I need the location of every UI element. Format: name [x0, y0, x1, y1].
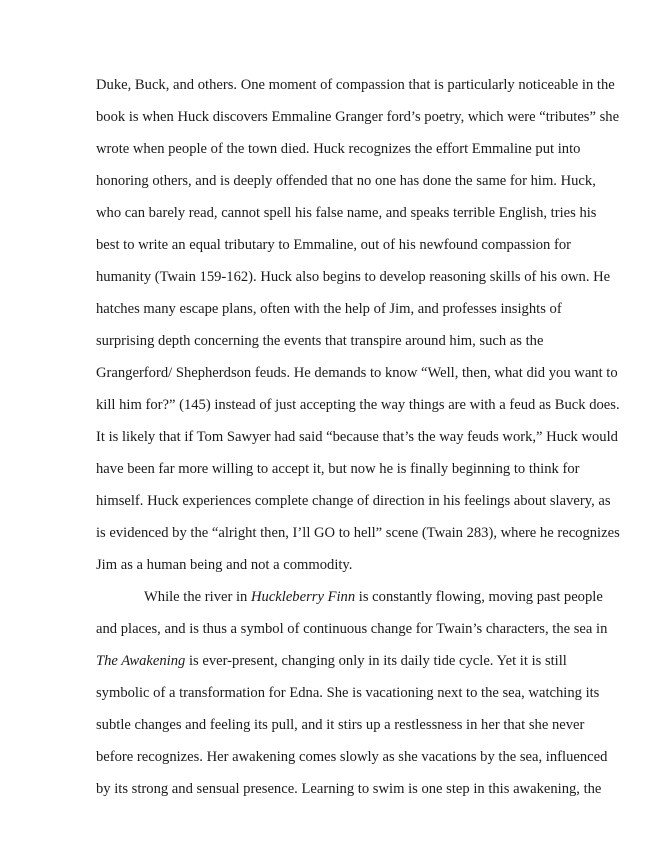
paragraph-1-line-10: Grangerford/ Shepherdson feuds. He demands to know “Well, then, what did you want to — [96, 365, 618, 381]
paragraph-2-line-1: While the river in Huckleberry Finn is constantly flowing, moving past people — [144, 589, 603, 605]
paragraph-1-line-16: Jim as a human being and not a commodity. — [96, 557, 353, 573]
paragraph-1-line-1: Duke, Buck, and others. One moment of compassion that is particularly noticeable in the — [96, 77, 615, 93]
paragraph-2-line-2: and places, and is thus a symbol of continuous change for Twain’s characters, the sea in — [96, 621, 608, 637]
paragraph-1-line-7: humanity (Twain 159-162). Huck also begins to develop reasoning skills of his own. He — [96, 269, 611, 285]
paragraph-1-line-15: is evidenced by the “alright then, I’ll GO to hell” scene (Twain 283), where he recognizes — [96, 525, 620, 541]
paragraph-1-line-8: hatches many escape plans, often with the help of Jim, and professes insights of — [96, 301, 562, 317]
paragraph-2-line-4: symbolic of a transformation for Edna. She is vacationing next to the sea, watching its — [96, 685, 600, 701]
paragraph-2-line-7: by its strong and sensual presence. Learning to swim is one step in this awakening, the — [96, 781, 602, 797]
paragraph-2-line-3: The Awakening is ever-present, changing only in its daily tide cycle. Yet it is still — [96, 653, 567, 669]
paragraph-1-line-2: book is when Huck discovers Emmaline Granger ford’s poetry, which were “tributes” she — [96, 109, 620, 125]
paragraph-1-line-5: who can barely read, cannot spell his false name, and speaks terrible English, tries his — [96, 205, 597, 221]
paragraph-1-line-4: honoring others, and is deeply offended that no one has done the same for him. Huck, — [96, 173, 596, 189]
paragraph-1-line-9: surprising depth concerning the events that transpire around him, such as the — [96, 333, 544, 349]
paragraph-1-line-12: It is likely that if Tom Sawyer had said “because that’s the way feuds work,” Huck would — [96, 429, 618, 445]
book-title-the-awakening: The Awakening — [96, 653, 186, 669]
paragraph-1-line-3: wrote when people of the town died. Huck recognizes the effort Emmaline put into — [96, 141, 581, 157]
paragraph-2-line-6: before recognizes. Her awakening comes slowly as she vacations by the sea, influenced — [96, 749, 608, 765]
paragraph-1-line-14: himself. Huck experiences complete change of direction in his feelings about slavery, as — [96, 493, 611, 509]
paragraph-1-line-11: kill him for?” (145) instead of just accepting the way things are with a feud as Buck does. — [96, 397, 620, 413]
book-title-huckleberry-finn: Huckleberry Finn — [250, 589, 356, 605]
paragraph-1-line-13: have been far more willing to accept it, but now he is finally beginning to think for — [96, 461, 580, 477]
paragraph-2-line-5: subtle changes and feeling its pull, and it stirs up a restlessness in her that she never — [96, 717, 585, 733]
paragraph-1-line-6: best to write an equal tributary to Emmaline, out of his newfound compassion for — [96, 237, 572, 253]
